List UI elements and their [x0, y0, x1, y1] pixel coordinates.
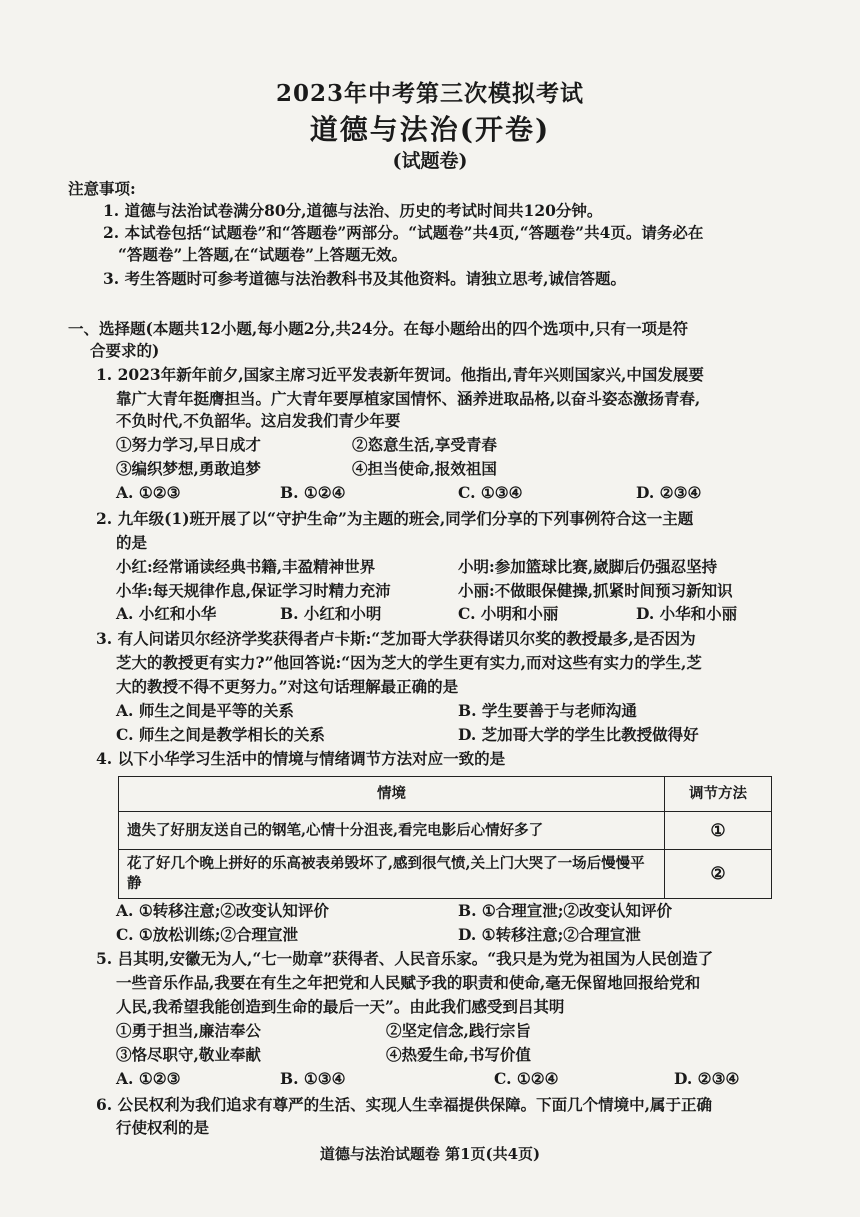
paper-type: (试题卷) [392, 150, 468, 172]
note-item: “答题卷”上答题,在“试题卷”上答题无效。 [118, 245, 408, 264]
q3-stem: 大的教授不得不更努力。”对这句话理解最正确的是 [116, 677, 459, 696]
q5-option-b: B. ①③④ [280, 1069, 346, 1088]
q1-statement: ③编织梦想,勇敢追梦 [116, 459, 261, 478]
q2-option-b: B. 小红和小明 [280, 604, 382, 623]
q2-option-c: C. 小明和小丽 [458, 604, 559, 623]
q5-stem: 5. 吕其明,安徽无为人,“七一勋章”获得者、人民音乐家。“我只是为党为祖国为人民创造了 [96, 949, 714, 968]
q2-option-d: D. 小华和小丽 [636, 604, 738, 623]
q5-statement: ④热爱生命,书写价值 [386, 1045, 531, 1064]
q5-stem: 人民,我希望我能创造到生命的最后一天”。由此我们感受到吕其明 [116, 997, 565, 1016]
q2-stem: 的是 [116, 533, 148, 552]
q3-option-a: A. 师生之间是平等的关系 [116, 701, 294, 720]
table-cell: ② [665, 850, 772, 899]
q2-stem: 2. 九年级(1)班开展了以“守护生命”为主题的班会,同学们分享的下列事例符合这一主题 [96, 509, 694, 528]
q5-option-d: D. ②③④ [674, 1069, 740, 1088]
q3-stem: 3. 有人问诺贝尔经济学奖获得者卢卡斯:“芝加哥大学获得诺贝尔奖的教授最多,是否因为 [96, 629, 696, 648]
notes-heading: 注意事项: [68, 179, 136, 198]
q1-statement: ①努力学习,早日成才 [116, 435, 261, 454]
q3-stem: 芝大的教授更有实力?”他回答说:“因为芝大的学生更有实力,而对这些有实力的学生,芝 [116, 653, 702, 672]
table-cell: ① [665, 812, 772, 850]
q1-statement: ④担当使命,报效祖国 [352, 459, 497, 478]
note-item: 3. 考生答题时可参考道德与法治教科书及其他资料。请独立思考,诚信答题。 [103, 269, 626, 288]
q3-option-c: C. 师生之间是教学相长的关系 [116, 725, 325, 744]
q1-statement: ②恣意生活,享受青春 [352, 435, 497, 454]
q1-stem: 不负时代,不负韶华。这启发我们青少年要 [116, 411, 401, 430]
q2-statement: 小华:每天规律作息,保证学习时精力充沛 [116, 581, 391, 600]
section-heading: 一、选择题(本题共12小题,每小题2分,共24分。在每小题给出的四个选项中,只有一项是符 [68, 319, 688, 338]
q2-option-a: A. 小红和小华 [116, 604, 217, 623]
q2-statement: 小明:参加篮球比赛,崴脚后仍强忍坚持 [458, 557, 718, 576]
q3-option-b: B. 学生要善于与老师沟通 [458, 701, 637, 720]
table-header-situation: 情境 [119, 777, 665, 812]
q5-stem: 一些音乐作品,我要在有生之年把党和人民赋予我的职责和使命,毫无保留地回报给党和 [116, 973, 701, 992]
q2-statement: 小丽:不做眼保健操,抓紧时间预习新知识 [458, 581, 733, 600]
q5-statement: ①勇于担当,廉洁奉公 [116, 1021, 261, 1040]
q1-option-c: C. ①③④ [458, 483, 523, 502]
q5-statement: ③恪尽职守,敬业奉献 [116, 1045, 261, 1064]
table-cell: 花了好几个晚上拼好的乐高被表弟毁坏了,感到很气愤,关上门大哭了一场后慢慢平静 [119, 850, 665, 899]
page-footer: 道德与法治试题卷 第1页(共4页) [319, 1145, 541, 1163]
q3-option-d: D. 芝加哥大学的学生比教授做得好 [458, 725, 699, 744]
exam-title: 2023年中考第三次模拟考试 [275, 80, 584, 107]
q5-statement: ②坚定信念,践行宗旨 [386, 1021, 531, 1040]
table-header-method: 调节方法 [665, 777, 772, 812]
q5-option-c: C. ①②④ [494, 1069, 559, 1088]
q4-stem: 4. 以下小华学习生活中的情境与情绪调节方法对应一致的是 [96, 749, 506, 768]
q2-statement: 小红:经常诵读经典书籍,丰盈精神世界 [116, 557, 376, 576]
section-heading-cont: 合要求的) [90, 341, 160, 360]
q4-option-d: D. ①转移注意;②合理宣泄 [458, 925, 641, 944]
q6-stem: 6. 公民权利为我们追求有尊严的生活、实现人生幸福提供保障。下面几个情境中,属于正确 [96, 1095, 712, 1114]
q1-option-a: A. ①②③ [116, 483, 181, 502]
q1-option-d: D. ②③④ [636, 483, 702, 502]
note-item: 1. 道德与法治试卷满分80分,道德与法治、历史的考试时间共120分钟。 [103, 201, 603, 220]
q1-stem: 靠广大青年挺膺担当。广大青年要厚植家国情怀、涵养进取品格,以奋斗姿态激扬青春, [116, 389, 701, 408]
q1-stem: 1. 2023年新年前夕,国家主席习近平发表新年贺词。他指出,青年兴则国家兴,中国发展要 [96, 365, 704, 384]
q4-option-b: B. ①合理宣泄;②改变认知评价 [458, 901, 673, 920]
q4-option-a: A. ①转移注意;②改变认知评价 [116, 901, 329, 920]
q1-option-b: B. ①②④ [280, 483, 346, 502]
q4-option-c: C. ①放松训练;②合理宣泄 [116, 925, 298, 944]
subject-title: 道德与法治(开卷) [309, 113, 551, 146]
note-item: 2. 本试卷包括“试题卷”和“答题卷”两部分。“试题卷”共4页,“答题卷”共4页。请务必在 [103, 223, 704, 242]
table-cell: 遗失了好朋友送自己的钢笔,心情十分沮丧,看完电影后心情好多了 [119, 812, 665, 850]
q5-option-a: A. ①②③ [116, 1069, 181, 1088]
q6-stem: 行使权利的是 [116, 1118, 210, 1137]
q4-table [118, 776, 772, 899]
